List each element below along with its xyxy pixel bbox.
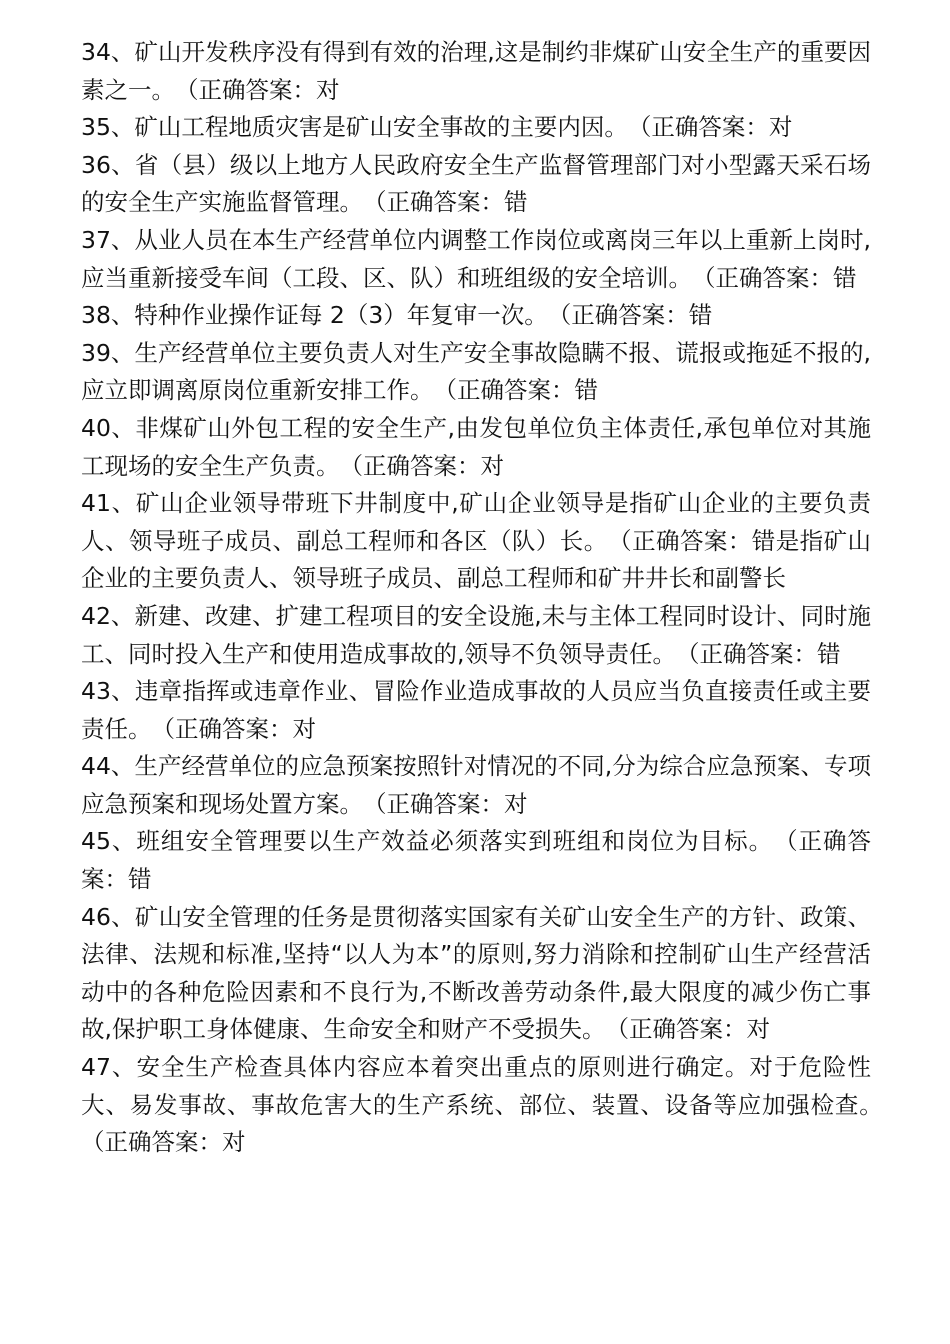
question-number: 47: [81, 1053, 111, 1082]
question-43: [81, 673, 871, 748]
question-text: 、特种作业操作证每 2（3）年复审一次。: [110, 301, 537, 330]
question-text: 、新建、改建、扩建工程项目的安全设施,未与主体工程同时设计、同时施工、同时投入生产和使用造成事故的,领导不负领导责任。: [81, 601, 871, 668]
answer-text: （正确答案：错: [81, 827, 872, 894]
question-42: [81, 598, 871, 673]
answer-text: （正确答案：错: [703, 263, 857, 292]
answer-text: （正确答案：对: [81, 1128, 246, 1157]
answer-text: （正确答案：对: [617, 1015, 770, 1044]
question-text: 、矿山企业领导带班下井制度中,矿山企业领导是指矿山企业的主要负责人、领导班子成员、副总工程师和各区（队）长。: [81, 489, 871, 555]
question-text: 、矿山工程地质灾害是矿山安全事故的主要内因。: [110, 113, 617, 142]
answer-text: （正确答案：错: [559, 301, 713, 330]
question-number: 35: [81, 113, 111, 142]
question-44: [81, 748, 871, 823]
question-number: 46: [81, 902, 111, 931]
question-number: 37: [81, 225, 111, 254]
document-body: [81, 34, 871, 1162]
answer-text: （正确答案：错: [374, 188, 528, 217]
question-number: 41: [81, 489, 111, 518]
question-number: 34: [81, 38, 111, 66]
answer-text: （正确答案：对: [351, 451, 504, 480]
question-text: 、矿山安全管理的任务是贯彻落实国家有关矿山安全生产的方针、政策、法律、法规和标准,坚持“以人为本”的原则,努力消除和控制矿山生产经营活动中的各种危险因素和不良行为,不断改善劳动条件,最大限度的减少伤亡事故,保护职工身体健康、生命安全和财产不受损失。: [81, 902, 871, 1044]
question-number: 43: [81, 677, 111, 706]
question-number: 38: [81, 301, 111, 330]
question-47: [81, 1049, 871, 1162]
question-38: [81, 297, 871, 335]
question-number: 36: [81, 150, 111, 179]
answer-text: （正确答案：错: [687, 639, 841, 668]
question-40: [81, 410, 871, 485]
question-text: 、违章指挥或违章作业、冒险作业造成事故的人员应当负直接责任或主要责任。: [81, 677, 871, 743]
question-34: [81, 34, 871, 109]
answer-text: （正确答案：对: [374, 789, 528, 818]
answer-text: （正确答案：对: [639, 113, 793, 142]
question-number: 39: [81, 338, 111, 367]
question-text: 、班组安全管理要以生产效益必须落实到班组和岗位为目标。: [110, 827, 762, 856]
question-41: [81, 485, 871, 598]
question-35: [81, 109, 871, 147]
question-number: 44: [81, 752, 111, 781]
question-36: [81, 147, 871, 222]
question-39: [81, 335, 871, 410]
question-text: 、安全生产检查具体内容应本着突出重点的原则进行确定。对于危险性大、易发事故、事故危害大的生产系统、部位、装置、设备等应加强检查。: [81, 1053, 871, 1119]
question-number: 42: [81, 601, 111, 630]
answer-text: （正确答案：对: [163, 714, 316, 743]
answer-text: （正确答案：对: [186, 75, 340, 104]
question-text: 、非煤矿山外包工程的安全生产,由发包单位负主体责任,承包单位对其施工现场的安全生产负责。: [81, 413, 871, 480]
answer-text: （正确答案：错: [445, 376, 598, 405]
question-37: [81, 222, 871, 297]
question-46: [81, 899, 871, 1049]
question-45: [81, 823, 871, 898]
question-number: 45: [81, 827, 111, 856]
answer-text: （正确答案：错是指矿山企业的主要负责人、领导班子成员、副总工程师和矿井井长和副警长: [81, 526, 872, 593]
question-text: 、生产经营单位主要负责人对生产安全事故隐瞒不报、谎报或拖延不报的,应立即调离原岗位重新安排工作。: [81, 338, 871, 405]
question-text: 、省（县）级以上地方人民政府安全生产监督管理部门对小型露天采石场的安全生产实施监督管理。: [81, 150, 871, 217]
question-number: 40: [81, 413, 111, 442]
question-text: 、矿山开发秩序没有得到有效的治理,这是制约非煤矿山安全生产的重要因素之一。: [81, 38, 871, 104]
question-text: 、生产经营单位的应急预案按照针对情况的不同,分为综合应急预案、专项应急预案和现场处置方案。: [81, 752, 871, 818]
question-text: 、从业人员在本生产经营单位内调整工作岗位或离岗三年以上重新上岗时,应当重新接受车间（工段、区、队）和班组级的安全培训。: [81, 225, 871, 292]
